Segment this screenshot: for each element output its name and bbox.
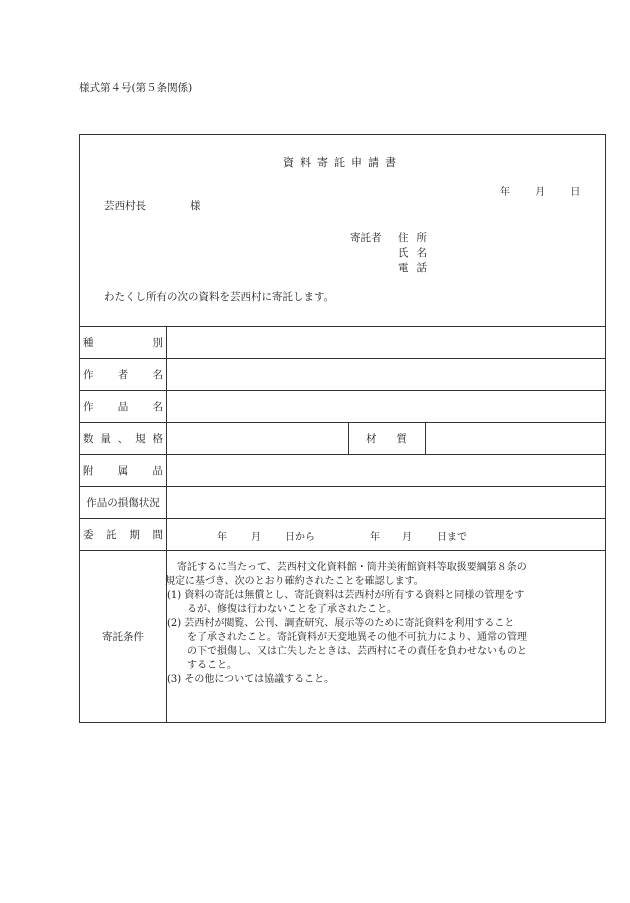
condition-line: (3) その他については協議すること。: [167, 674, 335, 685]
material-field[interactable]: [425, 423, 605, 454]
period-to-year: 年: [370, 532, 380, 543]
date-day: 日: [570, 187, 581, 198]
conditions-text: [167, 561, 527, 687]
condition-line: の下で損傷し、又は亡失したときは、芸西村にその責任を負わせないものと: [167, 646, 527, 657]
document-title: 資料寄託申請書: [283, 156, 402, 169]
label-conditions: 寄託条件: [80, 551, 167, 722]
condition-line: (1) 資料の寄託は無償とし、寄託資料は芸西村が所有する資料と同様の管理をす: [167, 590, 525, 601]
label-period: 委 託 期 間: [80, 519, 167, 550]
label-accessory: 附 属 品: [80, 455, 167, 486]
period-from-year: 年: [217, 532, 227, 543]
label-material: 材 質: [366, 433, 407, 445]
application-form: [79, 134, 606, 723]
condition-line: すること。: [167, 660, 237, 671]
row-period: [80, 518, 605, 550]
condition-line: を了承されたこと。寄託資料が天変地異その他不可抗力により、通常の管理: [167, 632, 527, 643]
row-work: [80, 390, 605, 422]
depositor-label: 寄託者: [350, 232, 382, 244]
label-type: 種 別: [80, 327, 167, 358]
period-to-month: 月: [402, 532, 412, 543]
period-from-day: 日から: [285, 532, 315, 543]
damage-field[interactable]: [167, 487, 605, 518]
addressee: [104, 198, 201, 213]
accessory-field[interactable]: [167, 455, 605, 486]
condition-line: (2) 芸西村が閲覧、公刊、調査研究、展示等のために寄託資料を利用すること: [167, 618, 515, 629]
row-type: [80, 326, 605, 358]
label-quantity: 数 量 、 規 格: [80, 423, 167, 454]
row-accessory: [80, 454, 605, 486]
condition-line: るが、修復は行わないことを了承されたこと。: [167, 604, 397, 615]
depositor-name-label: 氏名: [398, 247, 435, 259]
author-field[interactable]: [167, 359, 605, 390]
condition-line: 規定に基づき、次のとおり確約されたことを確認します。: [165, 576, 424, 587]
row-conditions: [80, 550, 605, 722]
row-author: [80, 358, 605, 390]
depositor-address-label: 住所: [398, 232, 435, 244]
form-number: 様式第４号(第５条関係): [79, 82, 193, 94]
label-author: 作 者 名: [80, 359, 167, 390]
period-from-month: 月: [251, 532, 261, 543]
label-damage: 作品の損傷状況: [80, 487, 167, 518]
condition-line: 寄託するに当たって、芸西村文化資料館・筒井美術館資料等取扱要綱第８条の: [167, 562, 527, 573]
label-work: 作 品 名: [80, 391, 167, 422]
addressee-honorific: 様: [190, 200, 201, 212]
date-year: 年: [500, 187, 510, 198]
quantity-field[interactable]: [167, 423, 348, 454]
addressee-name: 芸西村長: [104, 200, 146, 212]
date-line: [500, 183, 602, 198]
work-title-field[interactable]: [167, 391, 605, 422]
period-to-day: 日まで: [437, 532, 467, 543]
type-field[interactable]: [167, 327, 605, 358]
period-field[interactable]: [167, 519, 605, 550]
request-statement: わたくし所有の次の資料を芸西村に寄託します。: [104, 291, 335, 303]
row-quantity: [80, 422, 605, 454]
date-month: 月: [535, 187, 546, 198]
depositor-phone-label: 電話: [398, 262, 435, 274]
row-damage: [80, 486, 605, 518]
